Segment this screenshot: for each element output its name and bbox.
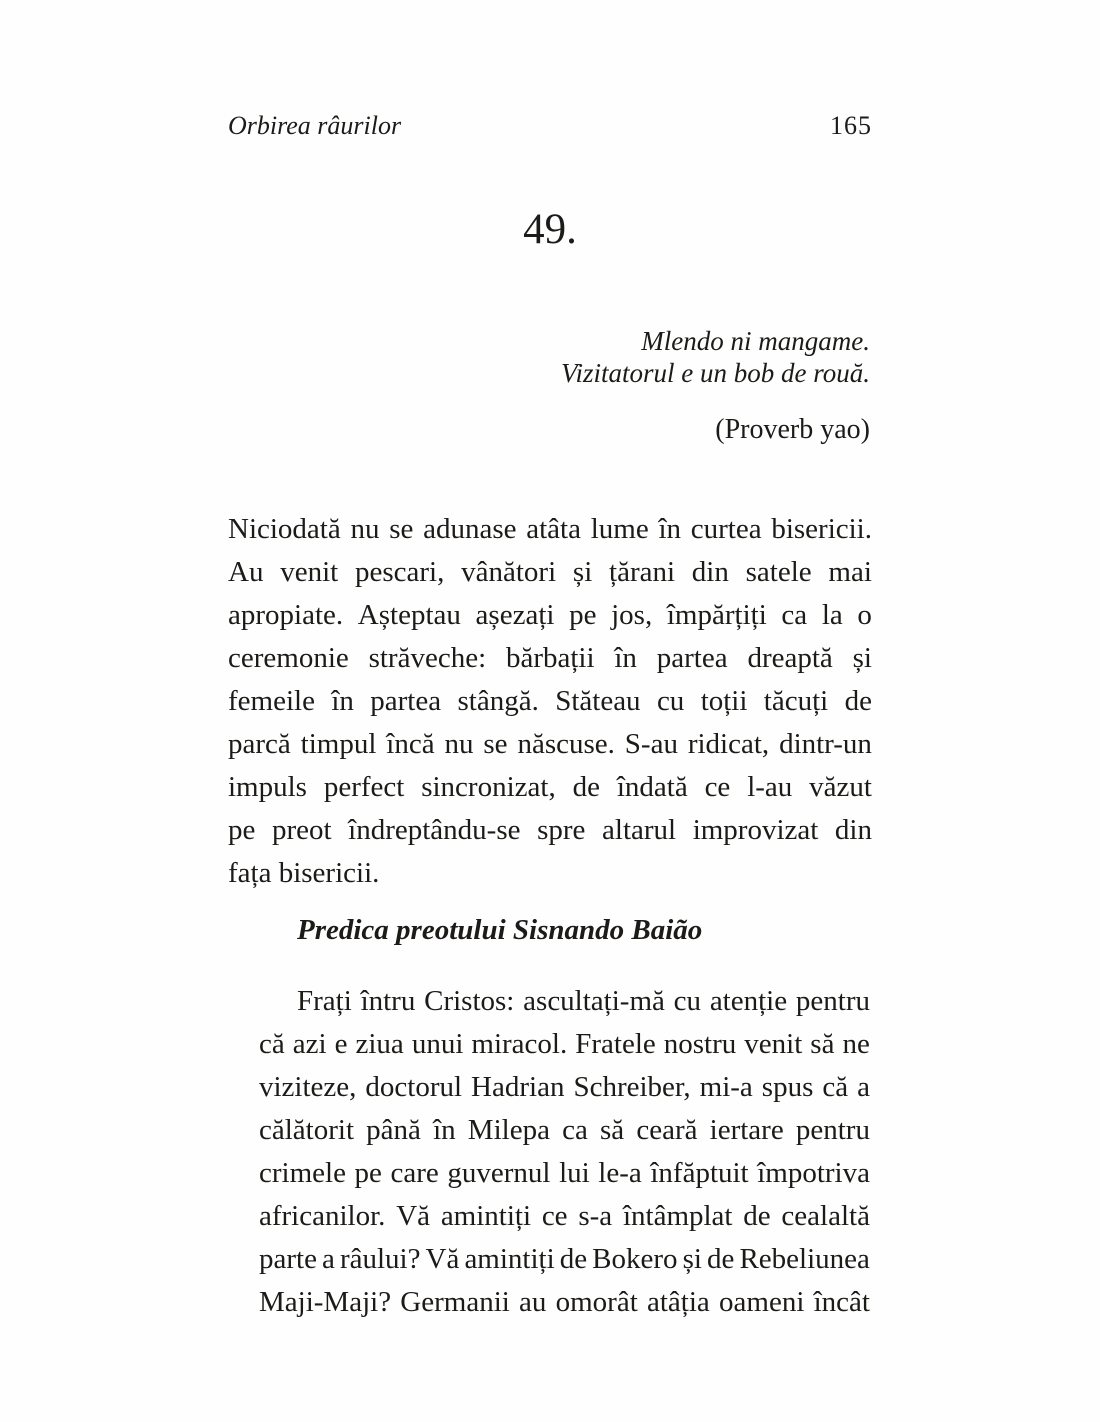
sermon-paragraph [259, 980, 870, 1324]
text-line: Frați întru Cristos: ascultați-mă cu atenție pentru [297, 985, 870, 1017]
page-header [228, 112, 872, 140]
text-line: călătorit până în Milepa ca să ceară iertare pentru [259, 1114, 870, 1146]
text-line: Niciodată nu se adunase atâta lume în curtea bisericii. [228, 513, 872, 545]
text-line: ceremonie străveche: bărbații în partea dreaptă și [228, 642, 872, 674]
text-line: crimele pe care guvernul lui le-a înfăptuit împotriva [259, 1157, 870, 1189]
text-line: parte a râului? Vă amintiți de Bokero și de Rebeliunea [259, 1243, 870, 1275]
text-line: pe preot îndreptându-se spre altarul improvizat din [228, 814, 872, 846]
text-line: Mlendo ni mangame. [641, 326, 870, 356]
chapter-number: 49. [523, 206, 577, 253]
epigraph-attribution: (Proverb yao) [715, 414, 870, 445]
text-line: Vizitatorul e un bob de rouă. [561, 357, 870, 388]
text-line: Au venit pescari, vânători și țărani din satele mai [228, 556, 872, 588]
page-number: 165 [830, 111, 872, 140]
epigraph [561, 326, 870, 389]
text-line: viziteze, doctorul Hadrian Schreiber, mi-a spus că a [259, 1071, 870, 1103]
text-line: impuls perfect sincronizat, de îndată ce l-au văzut [228, 771, 872, 803]
text-line: apropiate. Așteptau așezați pe jos, împărțiți ca la o [228, 599, 872, 631]
text-line: Maji-Maji? Germanii au omorât atâția oameni încât [259, 1286, 870, 1318]
text-line: fața bisericii. [228, 857, 380, 889]
text-line: parcă timpul încă nu se născuse. S-au ridicat, dintr-un [228, 728, 872, 760]
text-line: africanilor. Vă amintiți ce s-a întâmplat de cealaltă [259, 1200, 870, 1232]
text-line: că azi e ziua unui miracol. Fratele nostru venit să ne [259, 1028, 870, 1060]
sermon-heading: Predica preotului Sisnando Baião [297, 914, 703, 946]
text-line: femeile în partea stângă. Stăteau cu toții tăcuți de [228, 685, 872, 717]
opening-paragraph [228, 508, 872, 895]
running-title: Orbirea râurilor [228, 111, 402, 140]
